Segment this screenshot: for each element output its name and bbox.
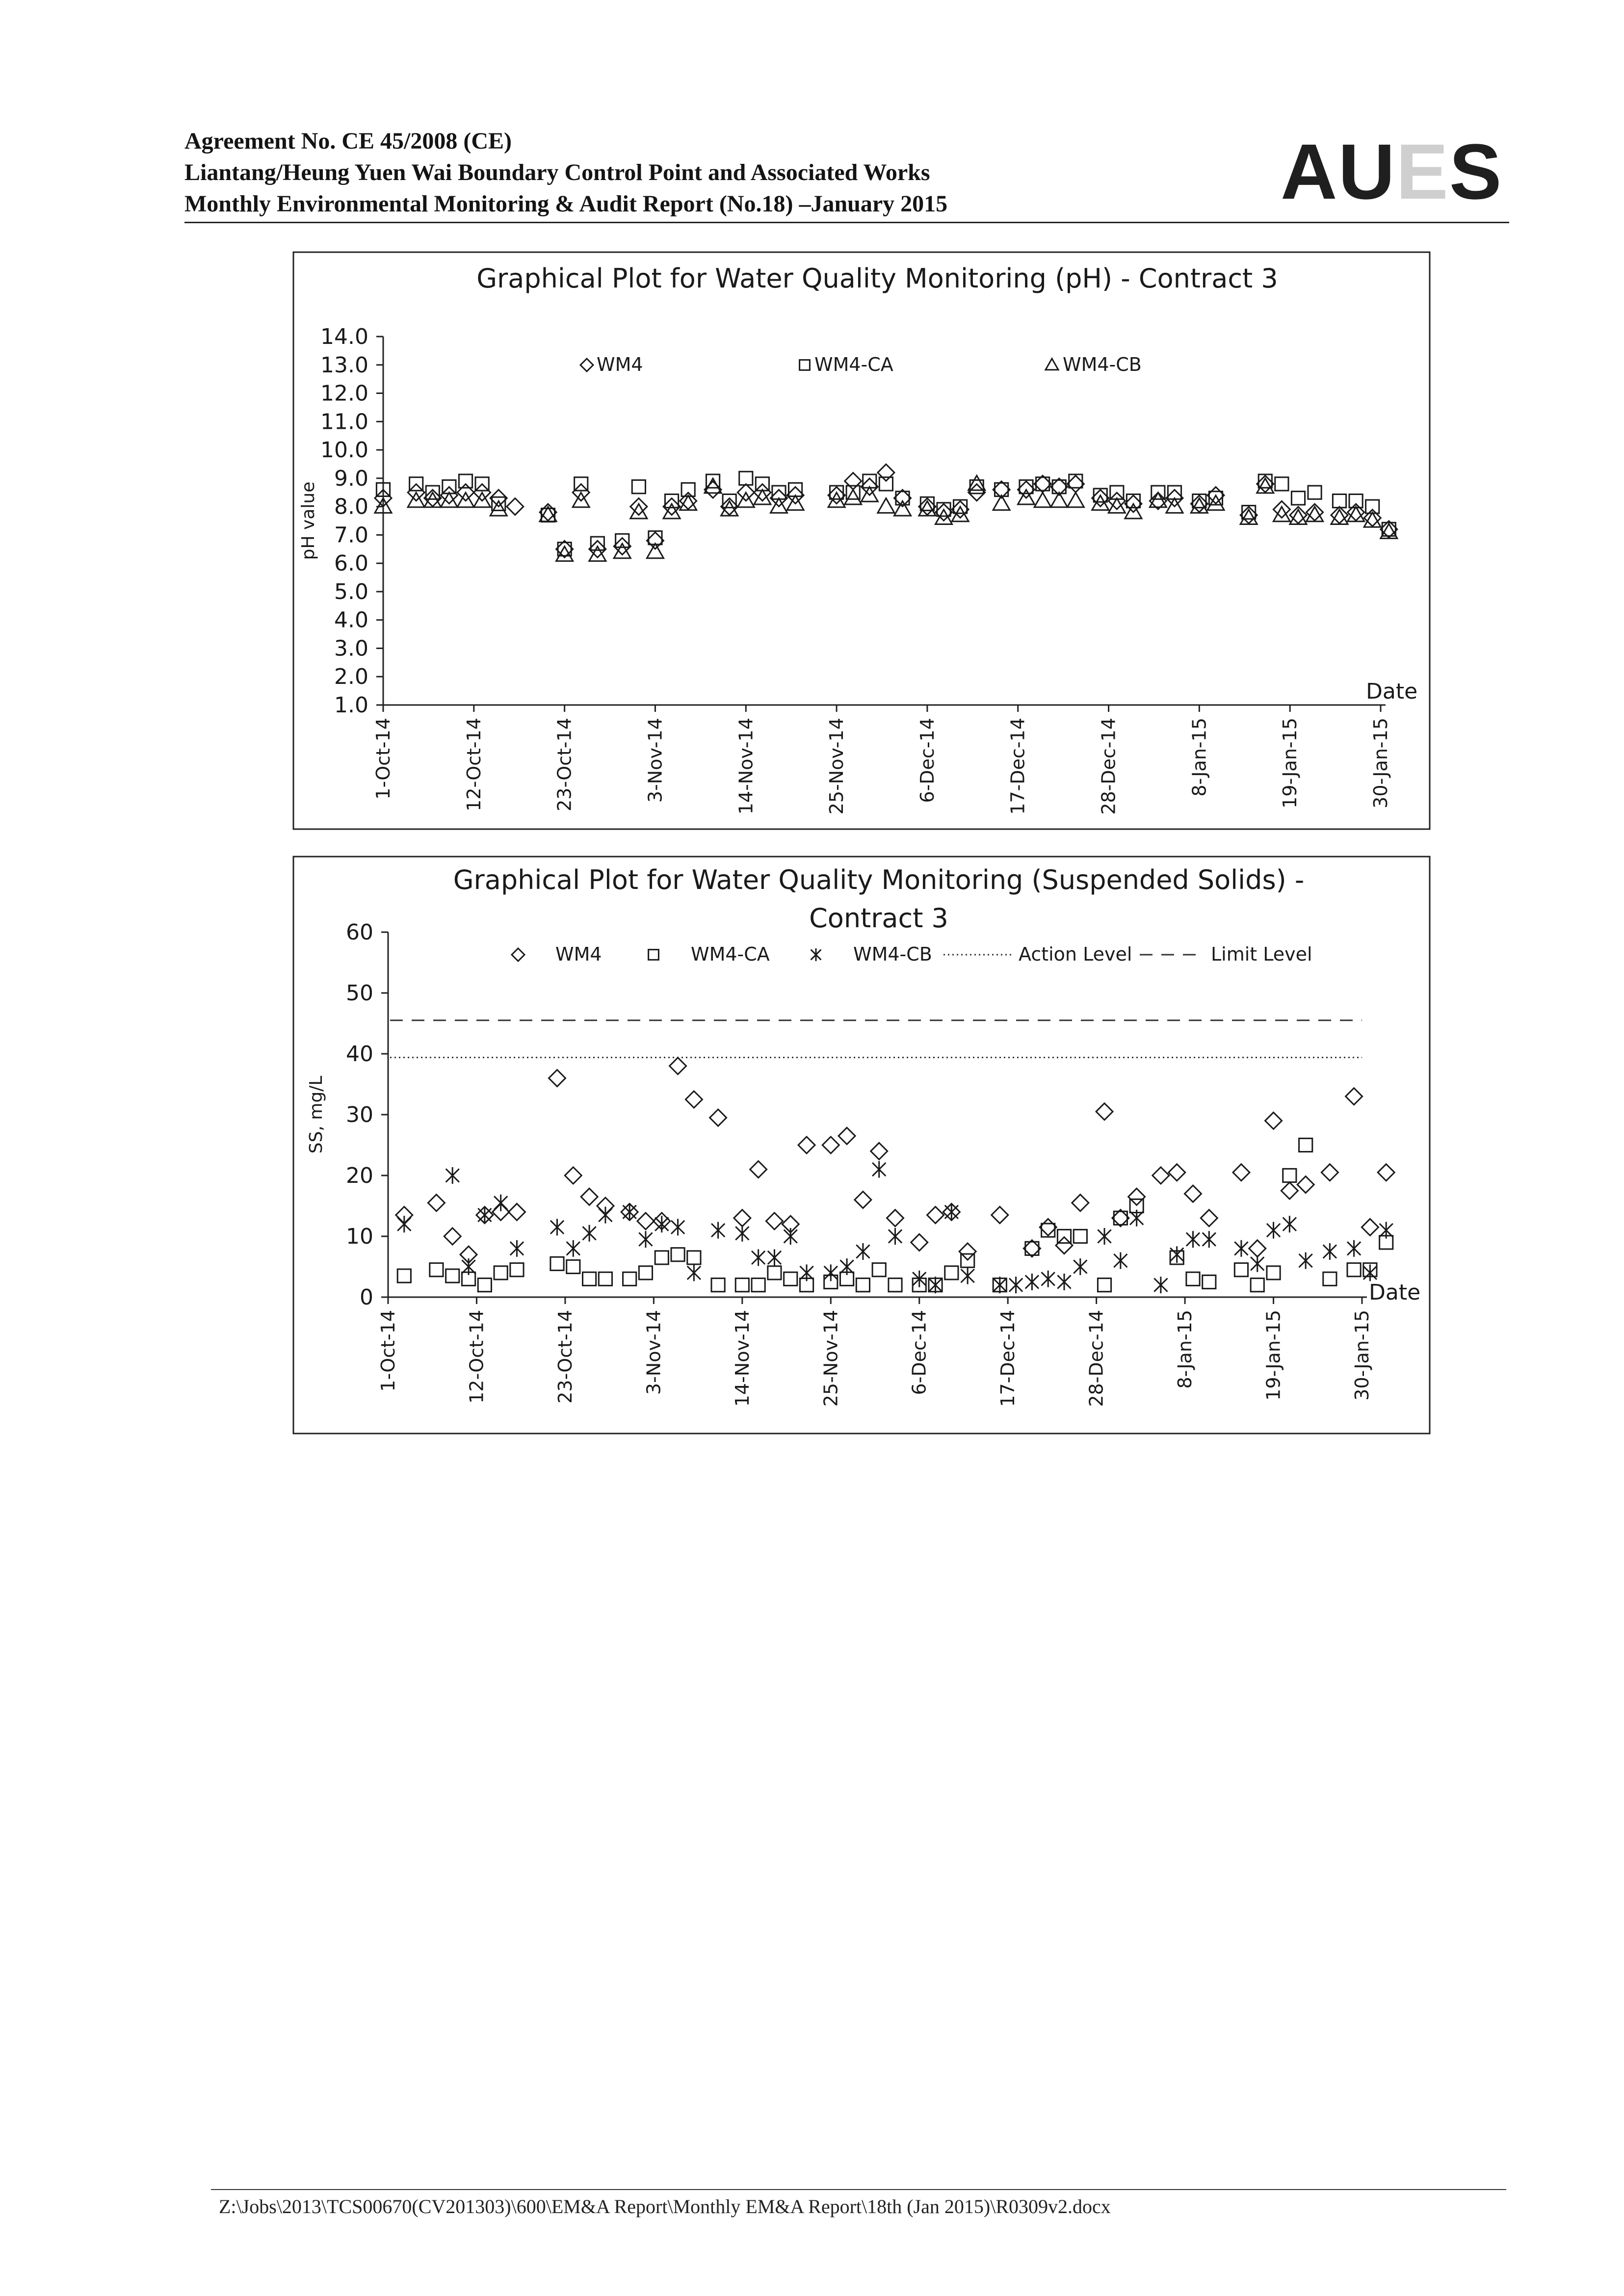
header-agreement-line: Agreement No. CE 45/2008 (CE) bbox=[184, 128, 512, 154]
ss-x-tick-label: 23-Oct-14 bbox=[554, 1310, 576, 1404]
ph-legend-label: WM4-CB bbox=[1063, 354, 1142, 375]
ph-x-tick-label: 1-Oct-14 bbox=[372, 718, 394, 800]
ph-y-tick-label: 8.0 bbox=[334, 494, 368, 520]
ph-x-tick-label: 30-Jan-15 bbox=[1370, 718, 1391, 809]
ph-x-tick-label: 17-Dec-14 bbox=[1007, 718, 1029, 815]
ph-y-tick-label: 12.0 bbox=[320, 381, 368, 406]
ss-x-tick-label: 25-Nov-14 bbox=[820, 1310, 842, 1407]
ss-y-tick-label: 0 bbox=[360, 1285, 373, 1310]
header-project-line: Liantang/Heung Yuen Wai Boundary Control Point and Associated Works bbox=[184, 159, 930, 185]
ss-y-tick-label: 50 bbox=[346, 981, 373, 1006]
ss-legend-label: Limit Level bbox=[1211, 943, 1312, 965]
footer-file-path: Z:\Jobs\2013\TCS00670(CV201303)\600\EM&A Report\Monthly EM&A Report\18th (Jan 2015)\R0309v2.docx bbox=[219, 2195, 1111, 2218]
ss-y-tick-label: 20 bbox=[346, 1163, 373, 1188]
ph-y-tick-label: 5.0 bbox=[334, 579, 368, 604]
ss-legend-label: Action Level bbox=[1019, 943, 1132, 965]
ph-legend-label: WM4-CA bbox=[814, 354, 893, 375]
ss-x-tick-label: 14-Nov-14 bbox=[731, 1310, 753, 1407]
ss-x-tick-label: 6-Dec-14 bbox=[908, 1310, 930, 1395]
ph-x-tick-label: 3-Nov-14 bbox=[644, 718, 666, 803]
ss-y-tick-label: 60 bbox=[346, 920, 373, 945]
ss-x-tick-label: 17-Dec-14 bbox=[997, 1310, 1019, 1407]
ss-y-tick-label: 40 bbox=[346, 1042, 373, 1067]
ph-x-tick-label: 8-Jan-15 bbox=[1188, 718, 1210, 797]
ph-y-tick-label: 10.0 bbox=[320, 438, 368, 463]
ss-legend-label: WM4-CA bbox=[691, 943, 770, 965]
ph-chart bbox=[292, 251, 1431, 830]
ph-y-tick-label: 14.0 bbox=[320, 324, 368, 349]
ss-title: Contract 3 bbox=[809, 903, 948, 934]
ss-y-tick-label: 10 bbox=[346, 1224, 373, 1249]
ss-x-tick-label: 1-Oct-14 bbox=[377, 1310, 399, 1392]
ss-x-tick-label: 8-Jan-15 bbox=[1174, 1310, 1196, 1389]
ph-x-tick-label: 25-Nov-14 bbox=[826, 718, 848, 815]
ph-y-tick-label: 7.0 bbox=[334, 522, 368, 548]
ss-legend-label: WM4-CB bbox=[853, 943, 932, 965]
ph-x-tick-label: 23-Oct-14 bbox=[553, 718, 576, 811]
suspended-solids-chart bbox=[292, 856, 1431, 1435]
ph-x-tick-label: 6-Dec-14 bbox=[916, 718, 938, 803]
ph-y-tick-label: 1.0 bbox=[334, 693, 368, 718]
ph-title: Graphical Plot for Water Quality Monitoring (pH) - Contract 3 bbox=[476, 263, 1278, 294]
aues-logo: AUES bbox=[1281, 128, 1503, 215]
ph-x-tick-label: 28-Dec-14 bbox=[1098, 718, 1120, 815]
ph-y-tick-label: 6.0 bbox=[334, 551, 368, 576]
ph-legend-label: WM4 bbox=[597, 354, 643, 375]
ss-x-axis-label: Date bbox=[1369, 1280, 1421, 1305]
header-report-line: Monthly Environmental Monitoring & Audit Report (No.18) –January 2015 bbox=[184, 191, 948, 217]
ss-x-tick-label: 19-Jan-15 bbox=[1262, 1310, 1284, 1401]
ph-y-tick-label: 9.0 bbox=[334, 466, 368, 491]
ss-x-tick-label: 30-Jan-15 bbox=[1351, 1310, 1373, 1401]
ph-y-tick-label: 4.0 bbox=[334, 607, 368, 633]
ss-x-tick-label: 3-Nov-14 bbox=[643, 1310, 665, 1395]
ph-x-tick-label: 19-Jan-15 bbox=[1279, 718, 1301, 809]
ph-y-tick-label: 11.0 bbox=[320, 409, 368, 435]
ph-y-tick-label: 2.0 bbox=[334, 664, 368, 690]
ph-y-tick-label: 3.0 bbox=[334, 636, 368, 661]
header-divider bbox=[184, 222, 1509, 223]
ss-legend-label: WM4 bbox=[555, 943, 602, 965]
ph-y-axis-label: pH value bbox=[298, 481, 318, 560]
ss-y-axis-label: SS, mg/L bbox=[306, 1075, 326, 1154]
ss-x-tick-label: 28-Dec-14 bbox=[1085, 1310, 1107, 1407]
ph-x-tick-label: 12-Oct-14 bbox=[463, 718, 485, 811]
ss-y-tick-label: 30 bbox=[346, 1102, 373, 1127]
footer-divider bbox=[211, 2189, 1506, 2190]
ss-x-tick-label: 12-Oct-14 bbox=[466, 1310, 488, 1404]
ph-y-tick-label: 13.0 bbox=[320, 352, 368, 378]
ph-x-tick-label: 14-Nov-14 bbox=[735, 718, 757, 815]
ph-x-axis-label: Date bbox=[1366, 679, 1418, 704]
ss-title: Graphical Plot for Water Quality Monitoring (Suspended Solids) - bbox=[453, 864, 1305, 895]
